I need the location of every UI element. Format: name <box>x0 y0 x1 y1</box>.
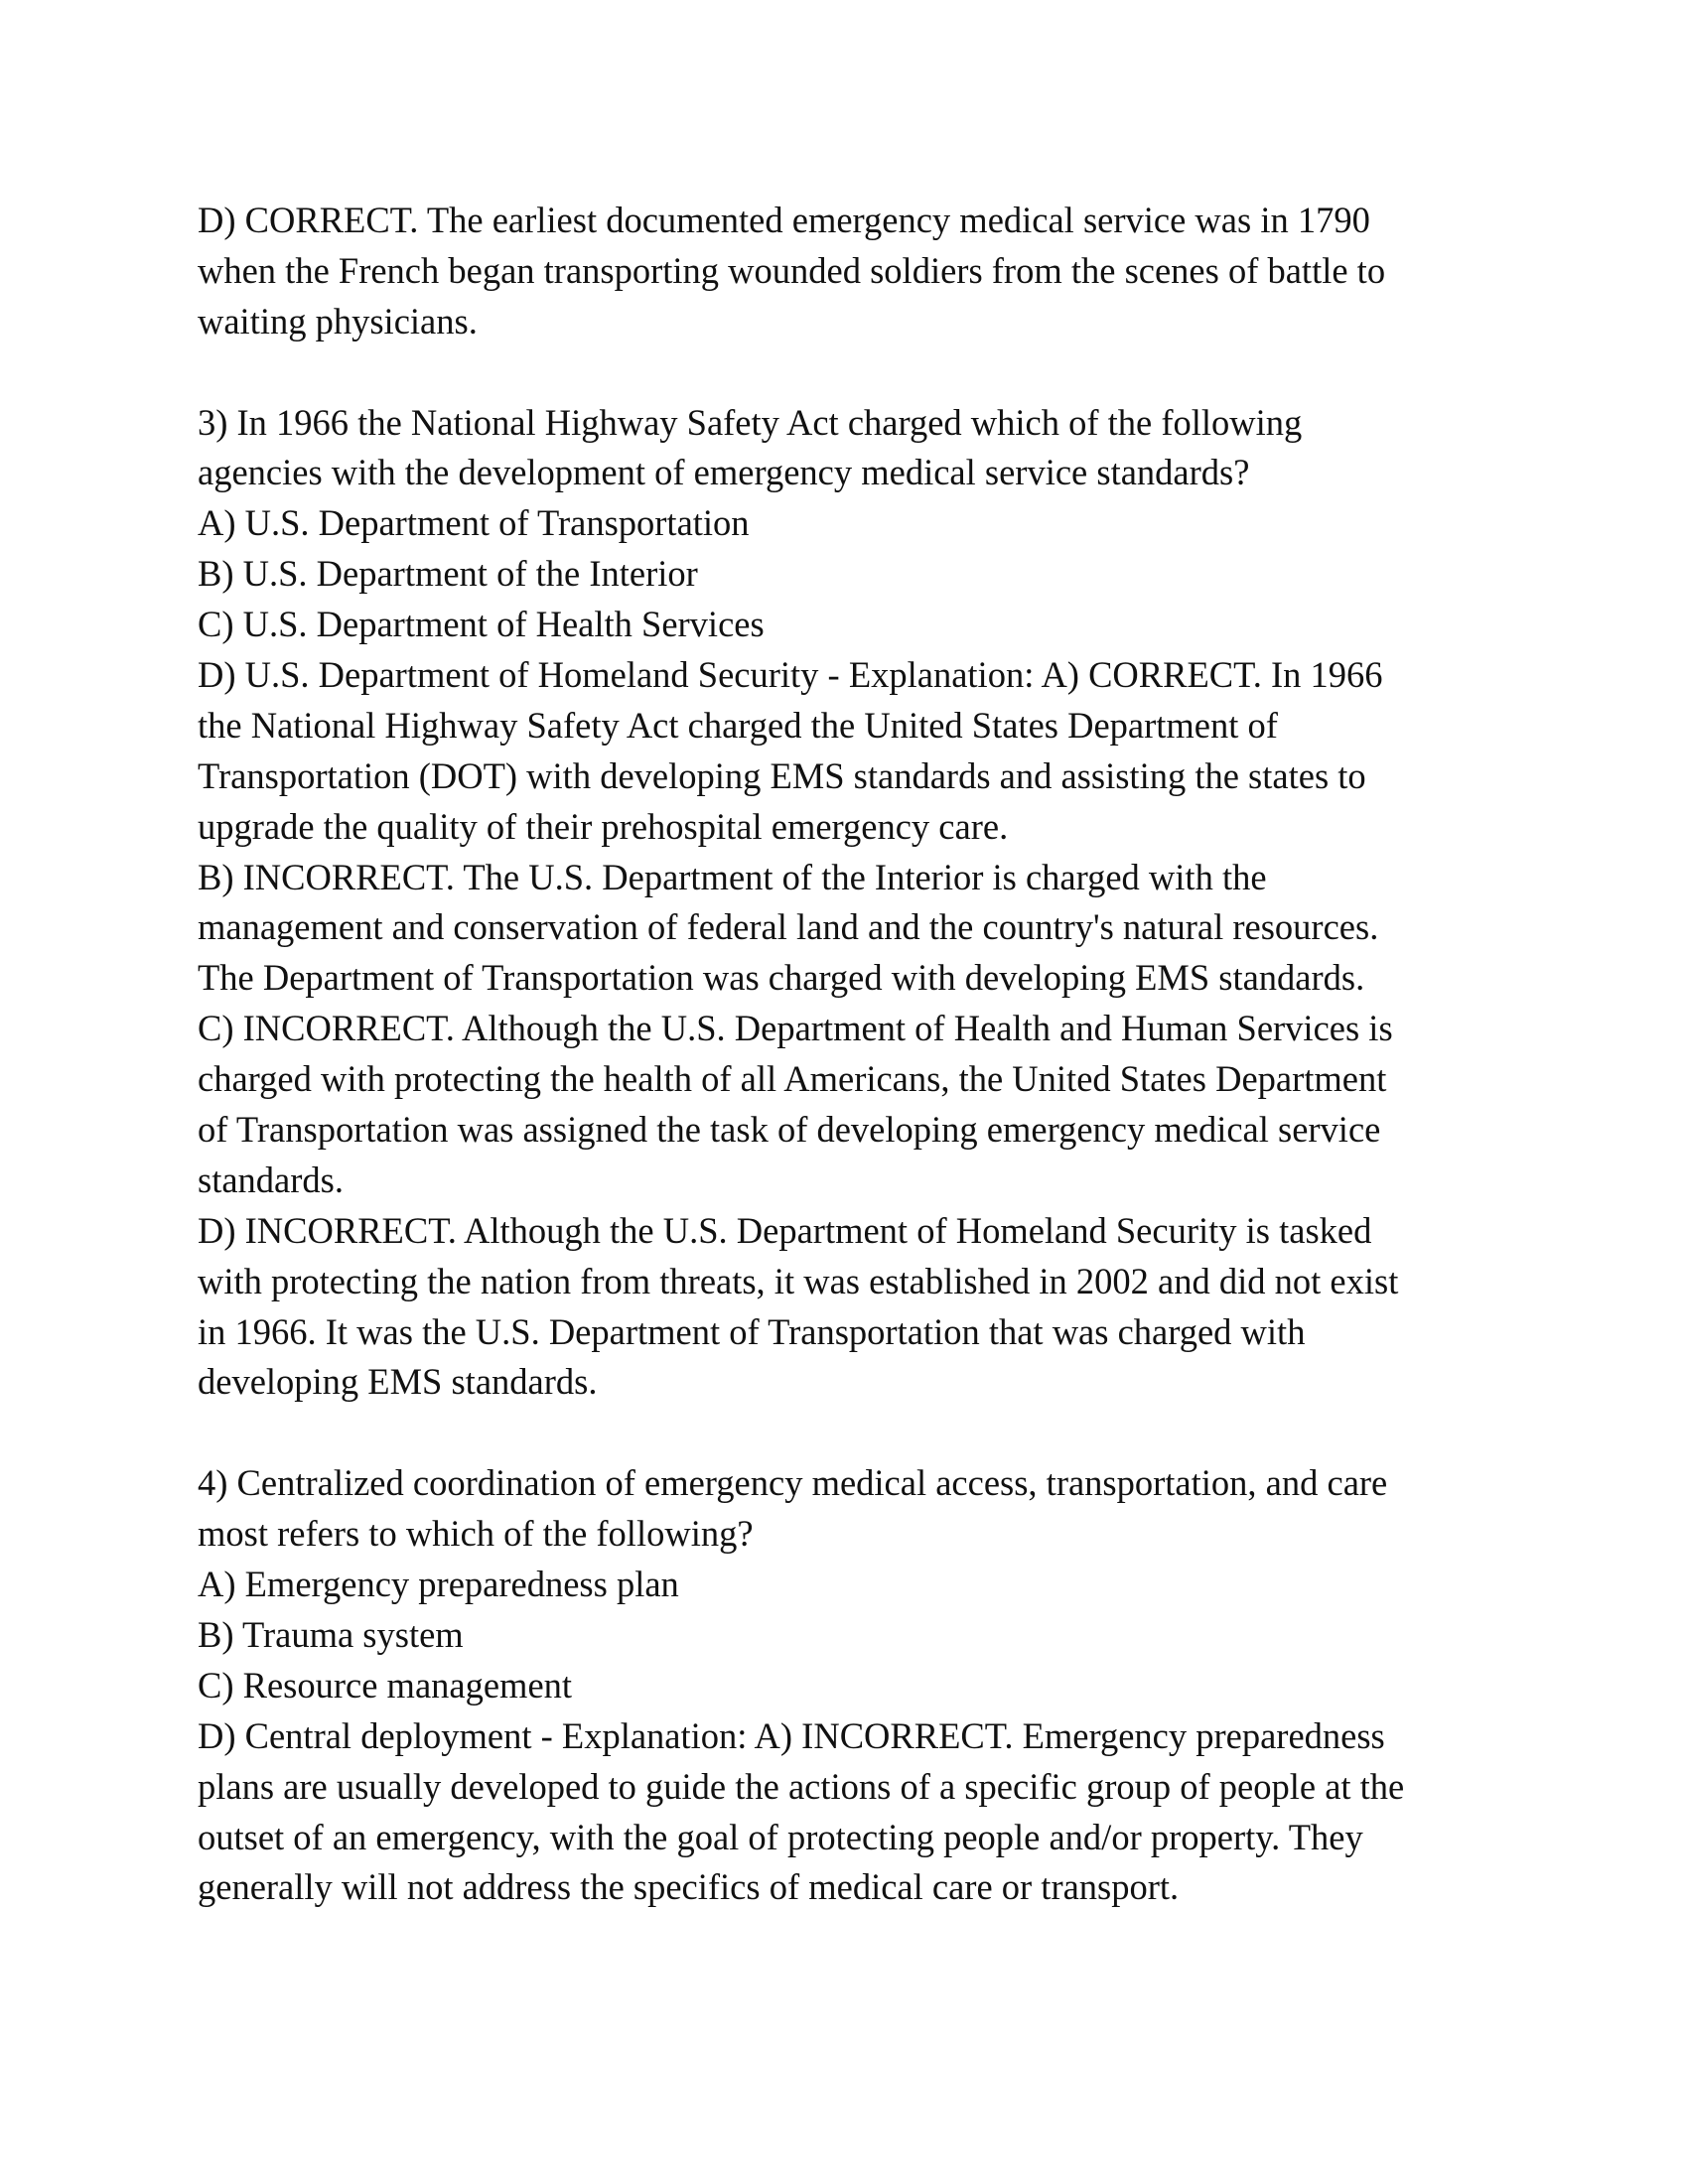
text-line: with protecting the nation from threats, it was established in 2002 and did not exist <box>198 1260 1399 1301</box>
text-line: developing EMS standards. <box>198 1361 598 1403</box>
paragraph-spacer <box>198 347 1508 398</box>
text-line: upgrade the quality of their prehospital emergency care. <box>198 805 1009 847</box>
text-line: most refers to which of the following? <box>198 1513 754 1555</box>
text-line: management and conservation of federal land and the country's natural resources. <box>198 906 1379 948</box>
text-line: A) Emergency preparedness plan <box>198 1564 679 1605</box>
text-line: generally will not address the specifics of medical care or transport. <box>198 1866 1180 1908</box>
text-line: C) INCORRECT. Although the U.S. Department of Health and Human Services is <box>198 1008 1393 1049</box>
text-line: A) U.S. Department of Transportation <box>198 502 750 544</box>
text-line: D) INCORRECT. Although the U.S. Department of Homeland Security is tasked <box>198 1209 1372 1251</box>
text-line: standards. <box>198 1159 344 1200</box>
text-line: waiting physicians. <box>198 300 478 341</box>
text-line: plans are usually developed to guide the actions of a specific group of people at the <box>198 1765 1405 1807</box>
text-line: B) INCORRECT. The U.S. Department of the Interior is charged with the <box>198 856 1267 897</box>
question-3 <box>198 398 1508 1409</box>
text-line: when the French began transporting wounded soldiers from the scenes of battle to <box>198 249 1386 291</box>
text-line: The Department of Transportation was charged with developing EMS standards. <box>198 957 1365 999</box>
text-line: in 1966. It was the U.S. Department of Transportation that was charged with <box>198 1310 1306 1352</box>
text-line: outset of an emergency, with the goal of protecting people and/or property. They <box>198 1816 1363 1857</box>
text-line: B) U.S. Department of the Interior <box>198 553 698 595</box>
text-line: the National Highway Safety Act charged the United States Department of <box>198 704 1278 746</box>
text-line: C) U.S. Department of Health Services <box>198 604 765 645</box>
text-line: B) Trauma system <box>198 1613 464 1655</box>
text-line: charged with protecting the health of all Americans, the United States Department <box>198 1058 1387 1100</box>
text-line: C) Resource management <box>198 1664 573 1706</box>
text-line: 4) Centralized coordination of emergency medical access, transportation, and care <box>198 1462 1388 1504</box>
text-line: D) U.S. Department of Homeland Security - Explanation: A) CORRECT. In 1966 <box>198 654 1383 696</box>
q2-answer-d-explanation <box>198 196 1508 347</box>
text-line: of Transportation was assigned the task of developing emergency medical service <box>198 1109 1381 1151</box>
text-line: D) CORRECT. The earliest documented emergency medical service was in 1790 <box>198 200 1370 240</box>
question-4 <box>198 1458 1508 1913</box>
document-page <box>198 196 1508 1913</box>
text-line: Transportation (DOT) with developing EMS standards and assisting the states to <box>198 754 1366 796</box>
text-line: agencies with the development of emergency medical service standards? <box>198 452 1250 493</box>
paragraph-spacer <box>198 1408 1508 1458</box>
text-line: 3) In 1966 the National Highway Safety Act charged which of the following <box>198 401 1303 443</box>
text-line: D) Central deployment - Explanation: A) INCORRECT. Emergency preparedness <box>198 1714 1385 1756</box>
